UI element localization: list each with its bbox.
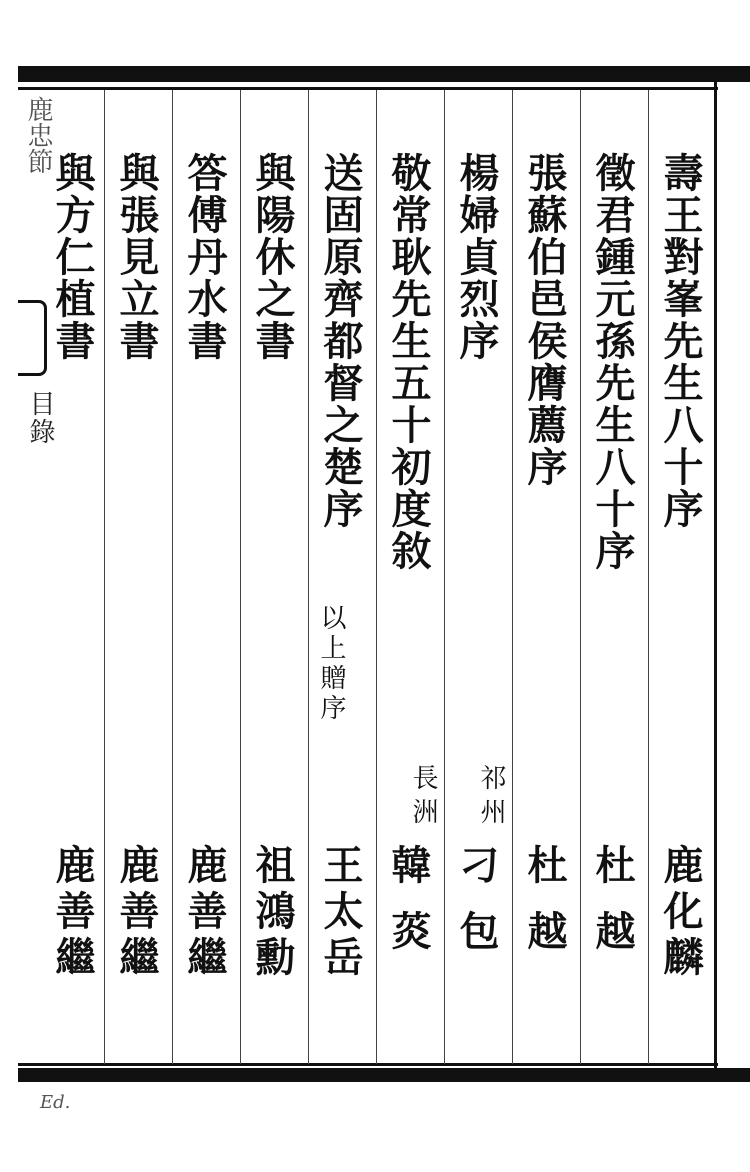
- right-border: [714, 66, 717, 1082]
- bottom-margin-mark: Ed.: [40, 1092, 71, 1113]
- entry-author: 杜越: [521, 844, 568, 976]
- entry-title: 楊婦貞烈序: [453, 152, 500, 362]
- entry-title: 壽王對峯先生八十序: [657, 152, 704, 530]
- column-divider: [444, 90, 445, 1064]
- entry-author: 杜越: [589, 844, 636, 976]
- entry-title: 答傅丹水書: [181, 152, 228, 362]
- column-divider: [308, 90, 309, 1064]
- entry-author: 刁包: [453, 844, 500, 976]
- entry-title: 與陽休之書: [249, 152, 296, 362]
- entry-title: 與方仁植書: [49, 152, 96, 362]
- column-divider: [648, 90, 649, 1064]
- column-divider: [104, 90, 105, 1064]
- column-divider: [580, 90, 581, 1064]
- entry-title: 徵君鍾元孫先生八十序: [589, 152, 636, 572]
- entry-author: 鹿善繼: [181, 844, 228, 982]
- column-divider: [172, 90, 173, 1064]
- entry-title: 送固原齊都督之楚序: [317, 152, 364, 530]
- column-divider: [240, 90, 241, 1064]
- column-divider: [512, 90, 513, 1064]
- entry-author: 韓菼: [385, 844, 432, 976]
- entry-title: 與張見立書: [113, 152, 160, 362]
- entry-origin: 祁州: [476, 764, 506, 832]
- entry-author: 鹿善繼: [49, 844, 96, 982]
- top-border-inner: [18, 87, 718, 90]
- entry-title: 敬常耿先生五十初度敘: [385, 152, 432, 572]
- entry-author: 鹿善繼: [113, 844, 160, 982]
- entry-origin: 長洲: [408, 764, 438, 832]
- entry-note: 以上贈序: [316, 604, 346, 724]
- gutter-book-title: 鹿忠節: [23, 96, 53, 174]
- gutter-fishtail-mark: [18, 300, 47, 376]
- entry-title: 張蘇伯邑侯膺薦序: [521, 152, 568, 488]
- bottom-border: [18, 1068, 750, 1082]
- gutter-section-label: 目錄: [25, 390, 55, 446]
- entry-author: 祖鴻勳: [249, 844, 296, 982]
- entry-author: 鹿化麟: [657, 844, 704, 982]
- bottom-border-inner: [18, 1063, 718, 1066]
- entry-author: 王太岳: [317, 844, 364, 982]
- column-divider: [376, 90, 377, 1064]
- top-border: [18, 66, 750, 82]
